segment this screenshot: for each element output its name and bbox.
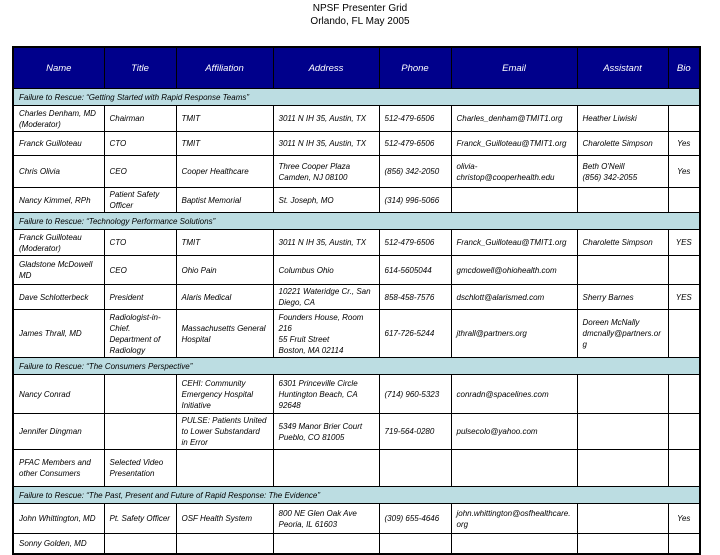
cell-affiliation: Alaris Medical [176, 285, 273, 310]
cell-assistant: Sherry Barnes [577, 285, 668, 310]
table-row [13, 106, 700, 132]
cell-address: 6301 Princeville Circle Huntington Beach, CA 92648 [273, 375, 379, 414]
cell-bio: YES [668, 230, 700, 256]
cell-affiliation: TMIT [176, 132, 273, 156]
cell-affiliation: OSF Health System [176, 504, 273, 534]
cell-affiliation: TMIT [176, 106, 273, 132]
cell-assistant: Heather Liwiski [577, 106, 668, 132]
cell-assistant [577, 414, 668, 450]
column-header-affiliation: Affiliation [176, 47, 273, 89]
cell-affiliation: Ohio Pain [176, 256, 273, 285]
cell-bio [668, 106, 700, 132]
cell-address: 3011 N IH 35, Austin, TX [273, 230, 379, 256]
cell-assistant [577, 504, 668, 534]
table-row [13, 375, 700, 414]
cell-affiliation: Cooper Healthcare [176, 156, 273, 188]
cell-phone [379, 450, 451, 487]
cell-email[interactable]: pulsecolo@yahoo.com [451, 414, 577, 450]
table-row [13, 285, 700, 310]
cell-phone: (856) 342-2050 [379, 156, 451, 188]
cell-affiliation: Baptist Memorial [176, 188, 273, 213]
cell-name: PFAC Members and other Consumers [13, 450, 104, 487]
column-header-title: Title [104, 47, 176, 89]
cell-assistant: Charolette Simpson [577, 132, 668, 156]
cell-name: Charles Denham, MD (Moderator) [13, 106, 104, 132]
cell-title: President [104, 285, 176, 310]
cell-name: Nancy Conrad [13, 375, 104, 414]
cell-bio [668, 414, 700, 450]
cell-phone: 617-726-5244 [379, 310, 451, 358]
cell-email[interactable]: Charles_denham@TMIT1.org [451, 106, 577, 132]
cell-assistant: Charolette Simpson [577, 230, 668, 256]
cell-name: Gladstone McDowell MD [13, 256, 104, 285]
section-row [13, 358, 700, 375]
cell-email[interactable]: john.whittington@osfhealthcare.org [451, 504, 577, 534]
cell-assistant [577, 534, 668, 554]
cell-name: Nancy Kimmel, RPh [13, 188, 104, 213]
cell-title: CTO [104, 132, 176, 156]
cell-email [451, 188, 577, 213]
cell-title: Pt. Safety Officer [104, 504, 176, 534]
cell-email [451, 450, 577, 487]
cell-name: Dave Schlotterbeck [13, 285, 104, 310]
cell-bio: Yes [668, 156, 700, 188]
cell-assistant [577, 450, 668, 487]
cell-assistant: Beth O'Neill (856) 342-2055 [577, 156, 668, 188]
cell-phone: 614-5605044 [379, 256, 451, 285]
cell-bio [668, 534, 700, 554]
cell-address: 10221 Wateridge Cr., San Diego, CA [273, 285, 379, 310]
column-header-bio: Bio [668, 47, 700, 89]
cell-assistant [577, 375, 668, 414]
cell-phone: (714) 960-5323 [379, 375, 451, 414]
cell-phone: 512-479-6506 [379, 132, 451, 156]
cell-bio: YES [668, 285, 700, 310]
cell-name: Franck Guilloteau (Moderator) [13, 230, 104, 256]
cell-phone: (314) 996-5066 [379, 188, 451, 213]
column-header-name: Name [13, 47, 104, 89]
cell-assistant [577, 256, 668, 285]
cell-phone: 512-479-6506 [379, 106, 451, 132]
section-row [13, 89, 700, 106]
cell-assistant: Doreen McNally dmcnally@partners.org [577, 310, 668, 358]
page-title: NPSF Presenter Grid [312, 3, 408, 14]
cell-bio [668, 375, 700, 414]
cell-name: James Thrall, MD [13, 310, 104, 358]
header-row [13, 47, 700, 89]
cell-affiliation [176, 534, 273, 554]
cell-address: Columbus Ohio [273, 256, 379, 285]
cell-affiliation: PULSE: Patients United to Lower Substandard in Error [176, 414, 273, 450]
table-row [13, 504, 700, 534]
cell-bio [668, 310, 700, 358]
cell-title [104, 414, 176, 450]
column-header-address: Address [273, 47, 379, 89]
cell-affiliation: TMIT [176, 230, 273, 256]
table-row [13, 534, 700, 554]
section-row [13, 487, 700, 504]
table-row [13, 450, 700, 487]
cell-bio: Yes [668, 132, 700, 156]
cell-phone: 719-564-0280 [379, 414, 451, 450]
cell-assistant [577, 188, 668, 213]
section-row [13, 213, 700, 230]
section-title: Failure to Rescue: “Getting Started with Rapid Response Teams” [13, 89, 700, 106]
cell-address: 5349 Manor Brier Court Pueblo, CO 81005 [273, 414, 379, 450]
table-row [13, 132, 700, 156]
cell-title: Selected Video Presentation [104, 450, 176, 487]
table-row [13, 156, 700, 188]
section-title: Failure to Rescue: “Technology Performance Solutions” [13, 213, 700, 230]
cell-address [273, 534, 379, 554]
cell-email[interactable]: gmcdowell@ohiohealth.com [451, 256, 577, 285]
cell-affiliation [176, 450, 273, 487]
cell-email[interactable]: jthrall@partners.org [451, 310, 577, 358]
page-subtitle: Orlando, FL May 2005 [310, 16, 410, 27]
section-title: Failure to Rescue: “The Past, Present and Future of Rapid Response: The Evidence” [13, 487, 700, 504]
table-row [13, 256, 700, 285]
column-header-phone: Phone [379, 47, 451, 89]
cell-name: Jennifer Dingman [13, 414, 104, 450]
cell-name: Franck Guilloteau [13, 132, 104, 156]
cell-affiliation: Massachusetts General Hospital [176, 310, 273, 358]
cell-title: Chairman [104, 106, 176, 132]
cell-email[interactable]: Franck_Guilloteau@TMIT1.org [451, 132, 577, 156]
cell-phone [379, 534, 451, 554]
cell-title: Patient Safety Officer [104, 188, 176, 213]
cell-email[interactable]: conradn@spacelines.com [451, 375, 577, 414]
table-row [13, 310, 700, 358]
cell-title: CTO [104, 230, 176, 256]
cell-address: Founders House, Room 216 55 Fruit Street Boston, MA 02114 [273, 310, 379, 358]
section-title: Failure to Rescue: “The Consumers Perspective” [13, 358, 700, 375]
cell-name: John Whittington, MD [13, 504, 104, 534]
cell-email [451, 534, 577, 554]
cell-bio: Yes [668, 504, 700, 534]
cell-email[interactable]: olivia-christop@cooperhealth.edu [451, 156, 577, 188]
cell-email[interactable]: dschlott@alarismed.com [451, 285, 577, 310]
presenter-grid [12, 46, 701, 555]
cell-bio [668, 450, 700, 487]
table-row [13, 188, 700, 213]
cell-affiliation: CEHI: Community Emergency Hospital Initiative [176, 375, 273, 414]
cell-name: Sonny Golden, MD [13, 534, 104, 554]
column-header-assistant: Assistant [577, 47, 668, 89]
cell-phone: (309) 655-4646 [379, 504, 451, 534]
cell-title [104, 534, 176, 554]
table-row [13, 414, 700, 450]
cell-address: 800 NE Glen Oak Ave Peoria, IL 61603 [273, 504, 379, 534]
cell-title [104, 375, 176, 414]
cell-phone: 858-458-7576 [379, 285, 451, 310]
column-header-email: Email [451, 47, 577, 89]
cell-address: 3011 N IH 35, Austin, TX [273, 106, 379, 132]
cell-bio [668, 256, 700, 285]
cell-title: CEO [104, 156, 176, 188]
cell-address: Three Cooper Plaza Camden, NJ 08100 [273, 156, 379, 188]
cell-title: CEO [104, 256, 176, 285]
cell-email[interactable]: Franck_Guilloteau@TMIT1.org [451, 230, 577, 256]
cell-phone: 512-479-6506 [379, 230, 451, 256]
table-row [13, 230, 700, 256]
cell-address: 3011 N IH 35, Austin, TX [273, 132, 379, 156]
cell-name: Chris Olivia [13, 156, 104, 188]
cell-address [273, 450, 379, 487]
cell-address: St. Joseph, MO [273, 188, 379, 213]
cell-title: Radiologist-in-Chief. Department of Radiology [104, 310, 176, 358]
cell-bio [668, 188, 700, 213]
